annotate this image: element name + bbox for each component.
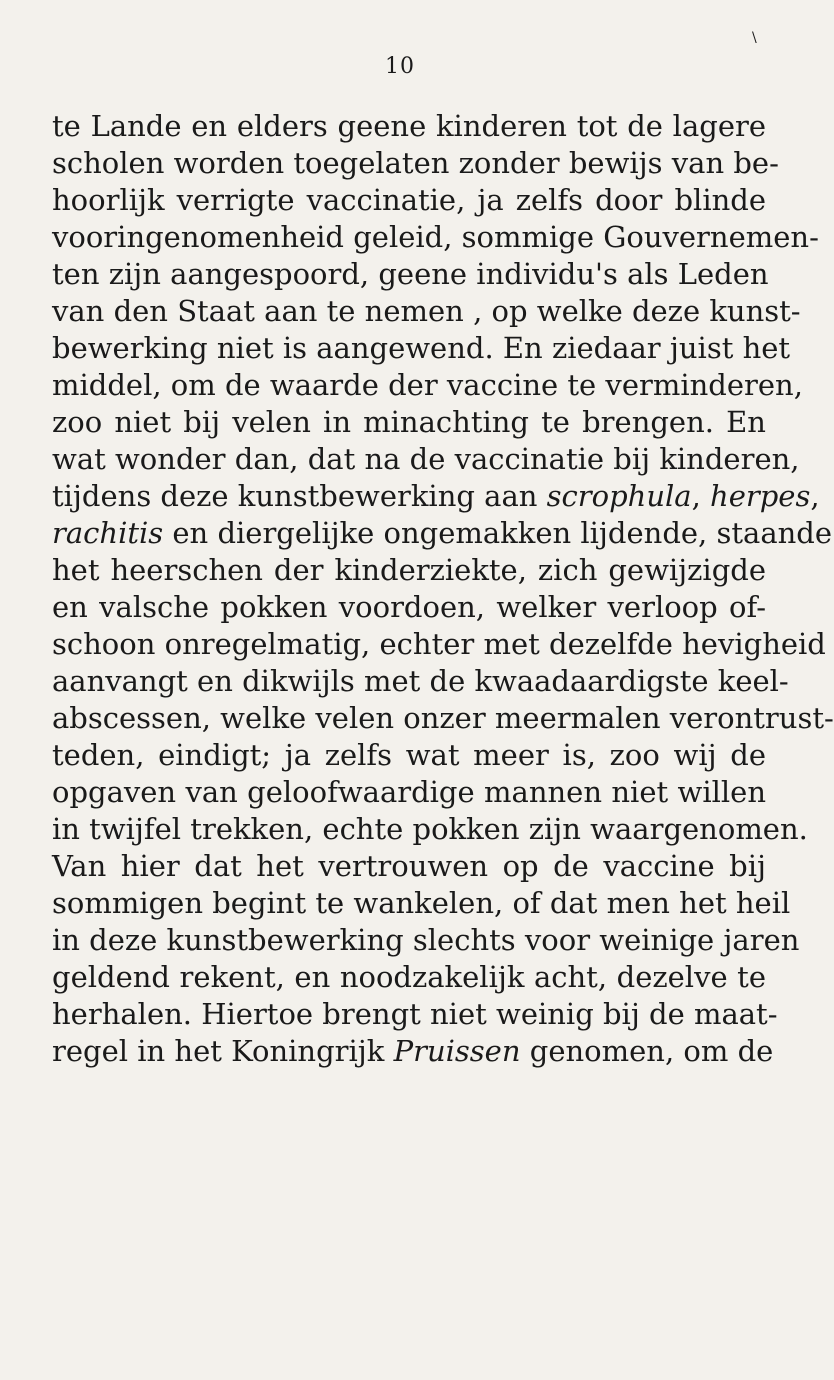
text-line: [52, 182, 766, 219]
text-segment: en diergelijke ongemakken lijdende, staande: [163, 516, 833, 550]
text-segment: regel in het Koningrijk: [52, 1034, 394, 1068]
text-line: [52, 959, 766, 996]
page-number: 10: [385, 54, 415, 79]
text-line: [52, 663, 789, 700]
text-segment: middel, om de waarde der vaccine te verminderen,: [52, 368, 803, 402]
text-segment: wat wonder dan, dat na de vaccinatie bij kinderen,: [52, 442, 800, 476]
text-segment: bewerking niet is aangewend. En ziedaar juist het: [52, 331, 791, 365]
text-line: [52, 1033, 774, 1070]
text-line: [52, 774, 766, 811]
text-segment: teden, eindigt; ja zelfs wat meer is, zoo wij de: [52, 738, 766, 772]
text-segment: in deze kunstbewerking slechts voor weinige jaren: [52, 923, 800, 957]
text-segment: genomen, om de: [520, 1034, 774, 1068]
text-segment: abscessen, welke velen onzer meermalen verontrust-: [52, 701, 834, 735]
text-segment: tijdens deze kunstbewerking aan: [52, 479, 547, 513]
corner-mark: \: [752, 30, 757, 46]
text-line: [52, 589, 766, 626]
text-line: [52, 626, 826, 663]
text-line: [52, 515, 833, 552]
text-line: [52, 330, 791, 367]
text-segment: schoon onregelmatig, echter met dezelfde hevigheid: [52, 627, 826, 661]
text-segment: geldend rekent, en noodzakelijk acht, dezelve te: [52, 960, 766, 994]
text-line: [52, 256, 769, 293]
text-line: [52, 441, 800, 478]
italic-term: rachitis: [52, 516, 164, 550]
text-segment: zoo niet bij velen in minachting te brengen. En: [52, 405, 766, 439]
text-segment: sommigen begint te wankelen, of dat men het heil: [52, 886, 791, 920]
text-line: [52, 293, 801, 330]
text-segment: ,: [810, 479, 820, 513]
italic-term: herpes: [710, 479, 811, 513]
text-segment: van den Staat aan te nemen , op welke deze kunst-: [52, 294, 801, 328]
text-segment: vooringenomenheid geleid, sommige Gouvernemen-: [52, 220, 819, 254]
text-line: [52, 367, 803, 404]
text-line: [52, 885, 791, 922]
text-segment: scholen worden toegelaten zonder bewijs van be-: [52, 146, 779, 180]
italic-term: scrophula: [546, 479, 692, 513]
text-segment: ten zijn aangespoord, geene individu's als Leden: [52, 257, 769, 291]
text-line: [52, 404, 766, 441]
text-line: [52, 219, 819, 256]
text-segment: te Lande en elders geene kinderen tot de lagere: [52, 109, 766, 143]
body-text: [52, 108, 834, 1070]
text-line: [52, 848, 766, 885]
text-segment: opgaven van geloofwaardige mannen niet willen: [52, 775, 766, 809]
text-segment: herhalen. Hiertoe brengt niet weinig bij de maat-: [52, 997, 778, 1031]
text-line: [52, 108, 766, 145]
text-line: [52, 922, 800, 959]
text-segment: Van hier dat het vertrouwen op de vaccine bij: [52, 849, 766, 883]
text-segment: in twijfel trekken, echte pokken zijn waargenomen.: [52, 812, 808, 846]
text-line: [52, 552, 766, 589]
text-segment: en valsche pokken voordoen, welker verloop of-: [52, 590, 766, 624]
text-segment: aanvangt en dikwijls met de kwaadaardigste keel-: [52, 664, 789, 698]
text-line: [52, 145, 779, 182]
italic-term: Pruissen: [393, 1034, 521, 1068]
text-line: [52, 737, 766, 774]
text-line: [52, 700, 834, 737]
text-segment: het heerschen der kinderziekte, zich gewijzigde: [52, 553, 766, 587]
text-line: [52, 996, 778, 1033]
text-line: [52, 478, 820, 515]
text-line: [52, 811, 808, 848]
text-segment: hoorlijk verrigte vaccinatie, ja zelfs door blinde: [52, 183, 766, 217]
text-segment: ,: [691, 479, 711, 513]
